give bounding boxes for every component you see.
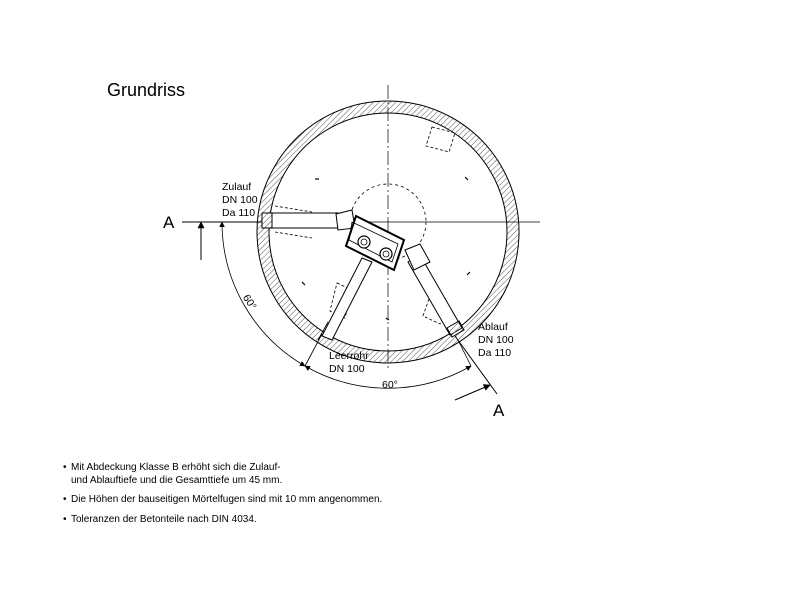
notes-list	[63, 462, 382, 533]
outlet-label-line: DN 100	[478, 334, 514, 346]
bullet-icon: •	[63, 513, 67, 525]
section-marker-left: A	[163, 213, 175, 232]
empty-pipe-label-line: Leerrohr	[329, 350, 369, 362]
outlet-label	[478, 321, 514, 360]
empty-conduit-pipe	[322, 258, 372, 340]
note-text: Toleranzen der Betonteile nach DIN 4034.	[71, 513, 257, 525]
outlet-pipe	[405, 244, 464, 337]
inlet-label	[222, 181, 258, 220]
page-title: Grundriss	[107, 80, 186, 100]
note-text: Die Höhen der bauseitigen Mörtelfugen sind mit 10 mm angenommen.	[71, 494, 383, 505]
note-item	[63, 462, 382, 487]
angle-label-bottom: 60°	[382, 379, 398, 391]
section-marker-right: A	[493, 401, 505, 420]
note-text: Mit Abdeckung Klasse B erhöht sich die Zulauf-	[71, 462, 281, 473]
empty-pipe-label	[329, 350, 369, 376]
inlet-label-line: Zulauf	[222, 181, 252, 193]
empty-pipe-label-line: DN 100	[329, 363, 365, 375]
angle-label-left: 60°	[240, 292, 259, 313]
inlet-label-line: Da 110	[222, 207, 256, 219]
outlet-label-line: Ablauf	[478, 321, 508, 333]
note-text: und Ablauftiefe und die Gesamttiefe um 45 mm.	[71, 474, 283, 486]
distributor-box	[346, 216, 404, 270]
inlet-pipe	[262, 210, 355, 230]
inlet-label-line: DN 100	[222, 194, 258, 206]
bullet-icon: •	[63, 462, 67, 473]
note-item	[63, 514, 382, 527]
note-item	[63, 494, 382, 507]
bullet-icon: •	[63, 494, 67, 505]
outlet-label-line: Da 110	[478, 347, 512, 359]
